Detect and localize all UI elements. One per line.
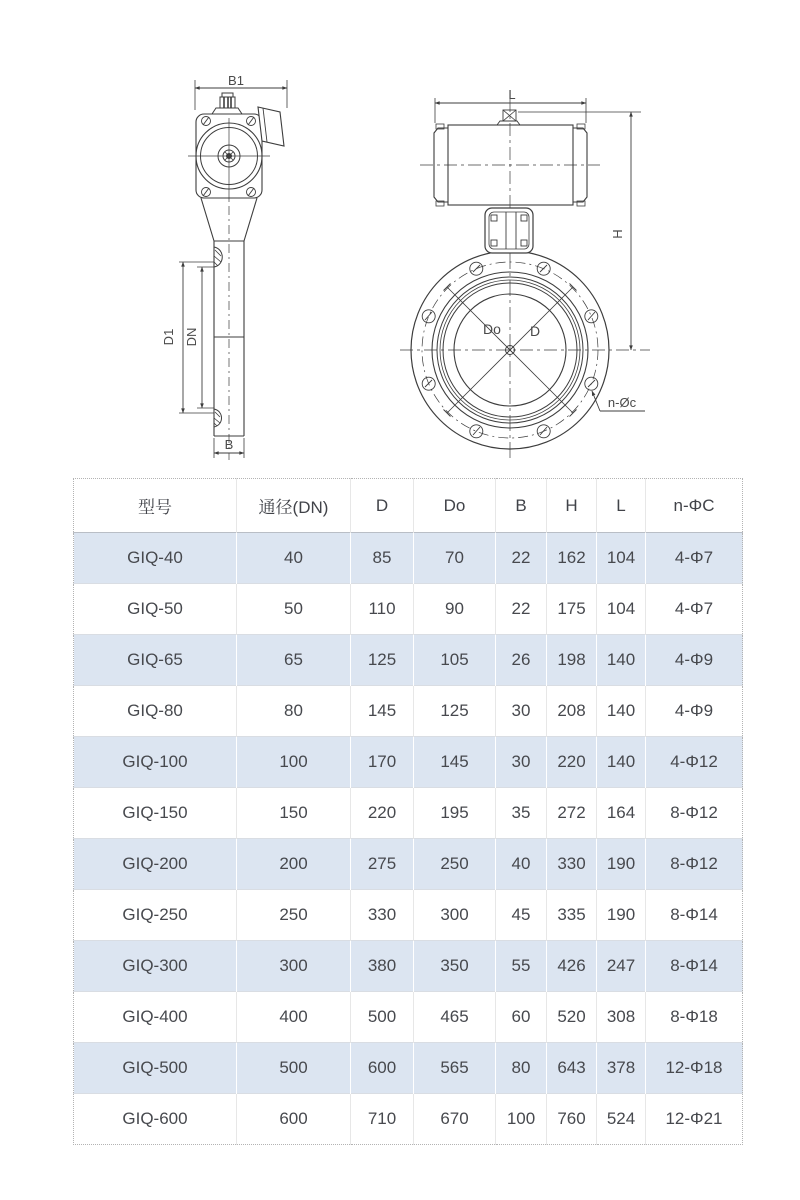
dim-label-h: H <box>610 229 625 239</box>
dim-label-l: L <box>508 87 516 102</box>
table-cell: 400 <box>237 992 351 1043</box>
table-cell: 35 <box>496 788 547 839</box>
table-cell: 65 <box>237 635 351 686</box>
table-cell: 164 <box>597 788 646 839</box>
table-cell: 22 <box>496 533 547 584</box>
table-cell: 80 <box>496 1043 547 1094</box>
dim-label-dn: DN <box>184 327 199 347</box>
table-cell: 8-Φ14 <box>646 890 743 941</box>
table-row <box>74 686 743 737</box>
table-cell: 175 <box>547 584 597 635</box>
front-view-drawing <box>400 87 650 462</box>
valve-technical-drawing <box>0 0 800 478</box>
table-cell: 4-Φ9 <box>646 635 743 686</box>
column-header: D <box>351 479 414 533</box>
table-row <box>74 737 743 788</box>
table-row <box>74 584 743 635</box>
table-cell: 8-Φ14 <box>646 941 743 992</box>
table-cell: GIQ-40 <box>74 533 237 584</box>
table-cell: 380 <box>351 941 414 992</box>
table-cell: 4-Φ7 <box>646 533 743 584</box>
table-cell: 140 <box>597 737 646 788</box>
dim-label-d1: D1 <box>161 328 176 346</box>
table-row <box>74 533 743 584</box>
table-cell: 104 <box>597 533 646 584</box>
table-cell: 100 <box>496 1094 547 1145</box>
table-cell: 643 <box>547 1043 597 1094</box>
table-cell: 8-Φ12 <box>646 788 743 839</box>
table-row <box>74 992 743 1043</box>
table-cell: 145 <box>414 737 496 788</box>
table-cell: GIQ-65 <box>74 635 237 686</box>
table-cell: GIQ-200 <box>74 839 237 890</box>
table-cell: 12-Φ21 <box>646 1094 743 1145</box>
table-cell: 565 <box>414 1043 496 1094</box>
table-cell: 90 <box>414 584 496 635</box>
table-cell: 30 <box>496 737 547 788</box>
column-header: H <box>547 479 597 533</box>
dim-label-n-phi-c: n-Øc <box>607 395 637 410</box>
table-cell: 170 <box>351 737 414 788</box>
dim-label-d: D <box>529 323 541 339</box>
table-cell: 500 <box>351 992 414 1043</box>
table-cell: 272 <box>547 788 597 839</box>
table-cell: 760 <box>547 1094 597 1145</box>
table-cell: GIQ-400 <box>74 992 237 1043</box>
table-cell: 350 <box>414 941 496 992</box>
table-cell: 330 <box>351 890 414 941</box>
table-cell: 250 <box>414 839 496 890</box>
table-cell: 710 <box>351 1094 414 1145</box>
table-cell: GIQ-300 <box>74 941 237 992</box>
table-cell: 600 <box>237 1094 351 1145</box>
table-cell: 426 <box>547 941 597 992</box>
table-cell: 200 <box>237 839 351 890</box>
table-row <box>74 788 743 839</box>
table-cell: 145 <box>351 686 414 737</box>
table-cell: 125 <box>351 635 414 686</box>
table-cell: 465 <box>414 992 496 1043</box>
column-header: 型号 <box>138 498 172 517</box>
table-cell: 104 <box>597 584 646 635</box>
table-cell: GIQ-150 <box>74 788 237 839</box>
table-cell: GIQ-250 <box>74 890 237 941</box>
table-cell: 275 <box>351 839 414 890</box>
column-header: Do <box>414 479 496 533</box>
table-header-row <box>74 479 743 533</box>
table-row <box>74 635 743 686</box>
table-cell: 150 <box>237 788 351 839</box>
table-cell: 40 <box>496 839 547 890</box>
table-row <box>74 839 743 890</box>
table-cell: 85 <box>351 533 414 584</box>
table-cell: 524 <box>597 1094 646 1145</box>
dim-label-b1: B1 <box>228 73 244 88</box>
table-row <box>74 1094 743 1145</box>
table-cell: 670 <box>414 1094 496 1145</box>
table-cell: 600 <box>351 1043 414 1094</box>
column-header: 通径(DN) <box>237 479 351 533</box>
table-cell: 8-Φ12 <box>646 839 743 890</box>
table-cell: 140 <box>597 686 646 737</box>
side-view-drawing <box>161 73 287 460</box>
table-cell: 247 <box>597 941 646 992</box>
table-cell: 30 <box>496 686 547 737</box>
column-header: n-ΦC <box>646 479 743 533</box>
table-cell: 4-Φ9 <box>646 686 743 737</box>
table-cell: 190 <box>597 839 646 890</box>
table-cell: 500 <box>237 1043 351 1094</box>
table-cell: GIQ-100 <box>74 737 237 788</box>
table-cell: 110 <box>351 584 414 635</box>
table-cell: 330 <box>547 839 597 890</box>
table-cell: GIQ-500 <box>74 1043 237 1094</box>
table-row <box>74 941 743 992</box>
table-cell: 50 <box>237 584 351 635</box>
table-cell: 12-Φ18 <box>646 1043 743 1094</box>
table-cell: 335 <box>547 890 597 941</box>
table-cell: 40 <box>237 533 351 584</box>
table-cell: 300 <box>237 941 351 992</box>
table-cell: 60 <box>496 992 547 1043</box>
table-cell: 162 <box>547 533 597 584</box>
table-cell: 4-Φ7 <box>646 584 743 635</box>
table-cell: 100 <box>237 737 351 788</box>
table-cell: 26 <box>496 635 547 686</box>
table-cell: GIQ-50 <box>74 584 237 635</box>
table-row <box>74 1043 743 1094</box>
table-cell: 105 <box>414 635 496 686</box>
column-header: B <box>496 479 547 533</box>
dimension-spec-table <box>73 478 743 1145</box>
dim-label-b: B <box>224 437 234 452</box>
table-cell: 190 <box>597 890 646 941</box>
table-cell: 520 <box>547 992 597 1043</box>
table-cell: 220 <box>351 788 414 839</box>
table-cell: 4-Φ12 <box>646 737 743 788</box>
table-cell: 208 <box>547 686 597 737</box>
table-cell: 22 <box>496 584 547 635</box>
table-cell: 125 <box>414 686 496 737</box>
table-cell: 45 <box>496 890 547 941</box>
table-cell: GIQ-600 <box>74 1094 237 1145</box>
table-cell: 55 <box>496 941 547 992</box>
dim-label-do: Do <box>483 321 501 337</box>
table-cell: 195 <box>414 788 496 839</box>
table-cell: 250 <box>237 890 351 941</box>
table-cell: 300 <box>414 890 496 941</box>
table-cell: 70 <box>414 533 496 584</box>
table-cell: 308 <box>597 992 646 1043</box>
column-header: L <box>597 479 646 533</box>
table-cell: 378 <box>597 1043 646 1094</box>
table-row <box>74 890 743 941</box>
table-cell: 220 <box>547 737 597 788</box>
table-cell: GIQ-80 <box>74 686 237 737</box>
table-cell: 140 <box>597 635 646 686</box>
table-cell: 198 <box>547 635 597 686</box>
spec-table-body <box>74 533 743 1145</box>
table-cell: 8-Φ18 <box>646 992 743 1043</box>
table-cell: 80 <box>237 686 351 737</box>
